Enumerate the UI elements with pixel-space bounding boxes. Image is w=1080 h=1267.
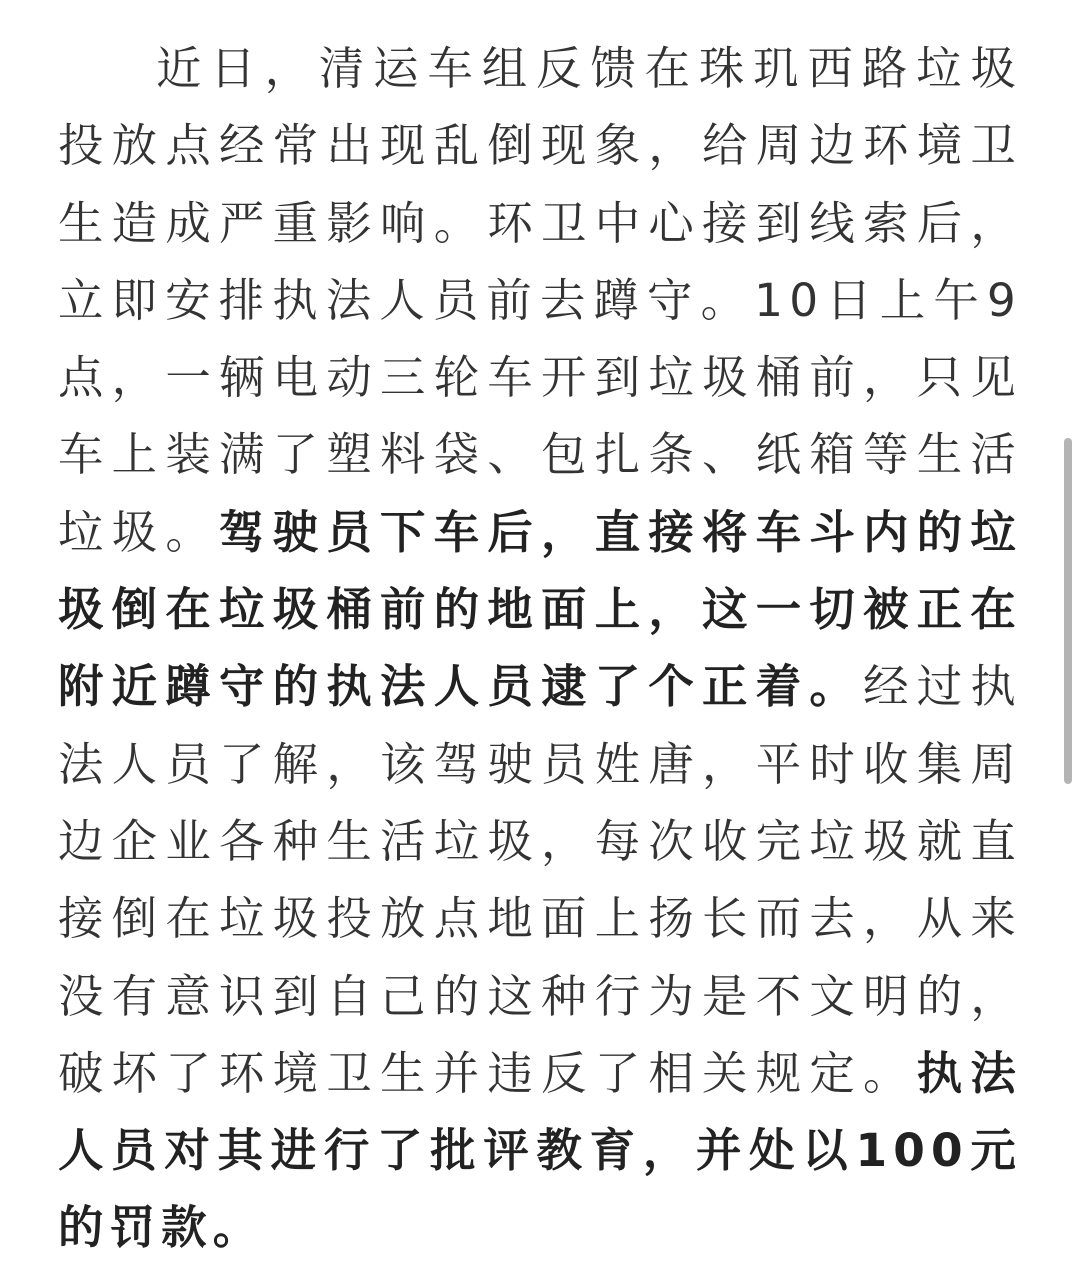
article-segment-2-bold: 驾驶员下车后，直接将车斗内的垃圾倒在垃圾桶前的地面上，这一切被正在附近蹲守的执法人员逮了个正着。 [58,505,1022,714]
scrollbar-thumb[interactable] [1064,438,1072,784]
article-segment-4-bold: 执法人员对其进行了批评教育，并处以100元的罚款。 [58,1046,1022,1255]
article-segment-3: 经过执法人员了解，该驾驶员姓唐，平时收集周边企业各种生活垃圾，每次收完垃圾就直接倒在垃圾投放点地面上扬长而去，从来没有意识到自己的这种行为是不文明的，破坏了环境卫生并违反了相关规定。 [58,660,1022,1100]
article-segment-1: 近日，清运车组反馈在珠玑西路垃圾投放点经常出现乱倒现象，给周边环境卫生造成严重影响。环卫中心接到线索后，立即安排执法人员前去蹲守。10日上午9点，一辆电动三轮车开到垃圾桶前，只见车上装满了塑料袋、包扎条、纸箱等生活垃圾。 [58,42,1022,559]
article-paragraph [58,30,1022,1267]
